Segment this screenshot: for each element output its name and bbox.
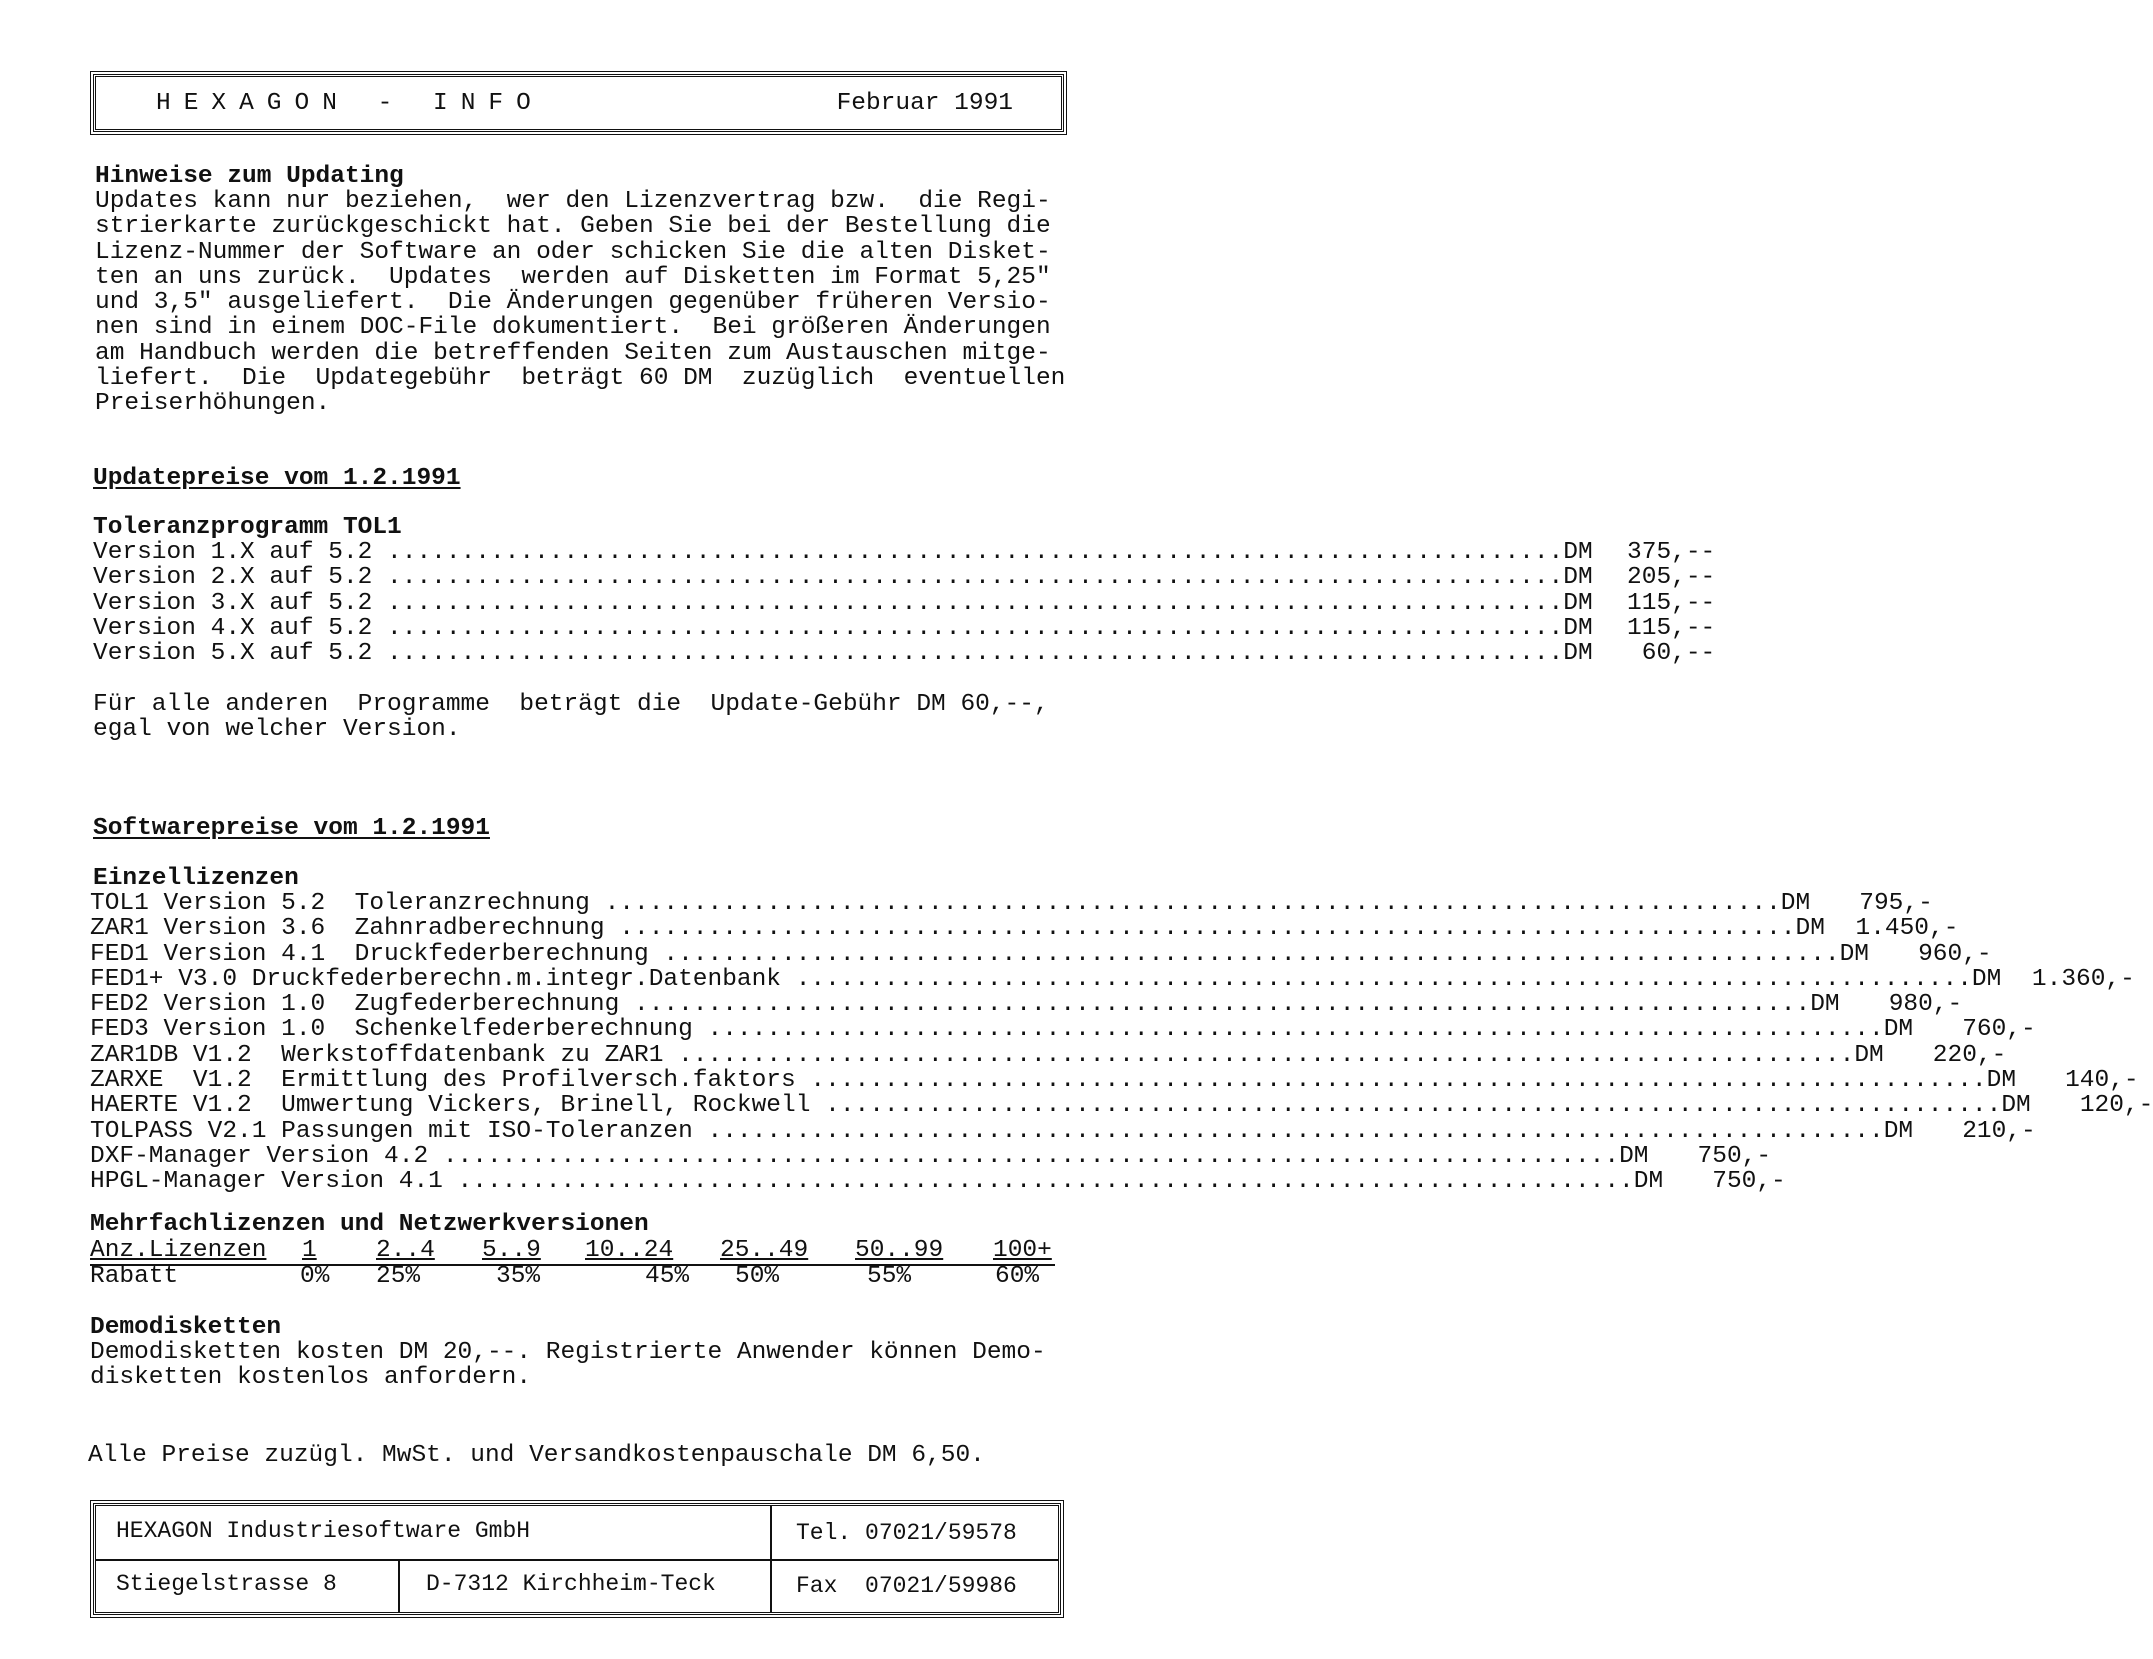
- price-row: [90, 915, 1959, 943]
- price: 205,--: [1627, 564, 1716, 592]
- footer-divider: [770, 1506, 772, 1612]
- currency: DM: [1810, 991, 1840, 1019]
- discount-cell: 60%: [995, 1263, 1040, 1290]
- software-price-list: [90, 890, 2153, 1196]
- discount-cell: 50%: [735, 1263, 780, 1290]
- discount-cell: 0%: [300, 1263, 330, 1290]
- dot-leader: ................................................................................: [442, 1168, 1634, 1196]
- dot-leader: ................................................................................: [795, 1067, 1987, 1095]
- price-row: [90, 1117, 2036, 1145]
- text-line: Demodisketten kosten DM 20,--. Registrierte Anwender können Demo-: [90, 1339, 1046, 1366]
- dot-leader: ................................................................................: [589, 890, 1781, 917]
- discount-header-cell: 100+: [993, 1237, 1052, 1264]
- product-label: ZARXE V1.2 Ermittlung des Profilversch.faktors: [90, 1067, 796, 1095]
- single-license-heading: Einzellizenzen: [93, 865, 299, 892]
- price: 1.360,-: [2031, 965, 2135, 993]
- dot-leader: ................................................................................: [372, 564, 1564, 592]
- price-row: [90, 890, 1933, 917]
- price: 1.450,-: [1855, 915, 1959, 943]
- company-name: HEXAGON Industriesoftware GmbH: [116, 1518, 531, 1544]
- price: 750,-: [1712, 1168, 1786, 1196]
- currency: DM: [1563, 539, 1593, 566]
- currency: DM: [1619, 1142, 1649, 1170]
- currency: DM: [1563, 564, 1593, 592]
- price-row: [90, 1168, 1786, 1196]
- price-row: [90, 1142, 1772, 1170]
- text-line: strierkarte zurückgeschickt hat. Geben Sie bei der Bestellung die: [95, 213, 1051, 241]
- updating-paragraph: [95, 189, 1065, 417]
- updateprices-heading: Updatepreise vom 1.2.1991: [93, 465, 461, 492]
- discount-cell: Rabatt: [90, 1263, 179, 1290]
- currency: DM: [1633, 1168, 1664, 1196]
- product-label: DXF-Manager Version 4.2: [90, 1142, 429, 1170]
- price: 750,-: [1697, 1142, 1772, 1170]
- text-line: ten an uns zurück. Updates werden auf Disketten im Format 5,25": [95, 263, 1051, 291]
- discount-header-cell: 50..99: [855, 1237, 944, 1264]
- currency: DM: [1854, 1041, 1884, 1069]
- price-row: [93, 589, 1716, 617]
- dot-leader: ................................................................................: [428, 1142, 1620, 1170]
- price-row: [90, 1067, 2139, 1095]
- price: 220,-: [1932, 1041, 2007, 1069]
- text-line: Updates kann nur beziehen, wer den Lizenzvertrag bzw. die Regi-: [95, 188, 1051, 215]
- text-line: liefert. Die Updategebühr beträgt 60 DM zuzüglich eventuellen: [95, 365, 1066, 393]
- price-row: [90, 940, 1992, 968]
- currency: DM: [1563, 589, 1593, 617]
- currency: DM: [1883, 1016, 1914, 1044]
- price-row: [93, 640, 1716, 668]
- product-label: TOL1 Version 5.2 Toleranzrechnung: [90, 890, 590, 917]
- currency: DM: [1563, 640, 1593, 668]
- product-label: Version 1.X auf 5.2: [93, 539, 373, 566]
- dot-leader: ................................................................................: [372, 539, 1564, 566]
- currency: DM: [1839, 940, 1870, 968]
- dot-leader: ................................................................................: [372, 614, 1564, 642]
- discount-cell: 35%: [496, 1263, 541, 1290]
- discount-header-row: [90, 1238, 1055, 1266]
- tol-heading: Toleranzprogramm TOL1: [93, 514, 402, 541]
- discount-header-cell: 1: [302, 1237, 317, 1264]
- price: 115,--: [1627, 589, 1716, 617]
- product-label: Version 2.X auf 5.2: [93, 564, 373, 592]
- price: 960,-: [1918, 940, 1992, 968]
- footer-divider: [398, 1559, 400, 1612]
- street-address: Stiegelstrasse 8: [116, 1571, 337, 1597]
- currency: DM: [1563, 614, 1593, 642]
- product-label: HAERTE V1.2 Umwertung Vickers, Brinell, Rockwell: [90, 1092, 811, 1120]
- demo-paragraph: [90, 1340, 1046, 1391]
- price: 140,-: [2065, 1067, 2139, 1095]
- newsletter-header-box: [93, 74, 1064, 132]
- dot-leader: ................................................................................: [648, 940, 1840, 968]
- demo-heading: Demodisketten: [90, 1314, 282, 1341]
- currency: DM: [1883, 1117, 1914, 1145]
- price-row: [93, 539, 1716, 566]
- text-line: Preiserhöhungen.: [95, 390, 331, 418]
- price-row: [90, 1092, 2153, 1120]
- dot-leader: ................................................................................: [663, 1041, 1855, 1069]
- price: 115,--: [1627, 614, 1716, 642]
- discount-header-cell: 25..49: [720, 1237, 809, 1264]
- company-address-box: [93, 1503, 1061, 1615]
- price-row: [90, 965, 2135, 993]
- text-line: disketten kostenlos anfordern.: [90, 1364, 532, 1392]
- newsletter-date: Februar 1991: [836, 90, 1013, 117]
- discount-cell: 45%: [645, 1263, 690, 1290]
- text-line: und 3,5" ausgeliefert. Die Änderungen gegenüber früheren Versio-: [95, 289, 1051, 317]
- dot-leader: ................................................................................: [692, 1117, 1884, 1145]
- price: 210,-: [1962, 1117, 2036, 1145]
- currency: DM: [1795, 915, 1825, 943]
- dot-leader: ................................................................................: [372, 589, 1564, 617]
- update-fee-note: [93, 692, 1049, 743]
- product-label: Version 3.X auf 5.2: [93, 589, 373, 617]
- text-line: nen sind in einem DOC-File dokumentiert. Bei größeren Änderungen: [95, 314, 1051, 342]
- update-price-list: [93, 539, 1716, 668]
- vat-note: Alle Preise zuzügl. MwSt. und Versandkostenpauschale DM 6,50.: [88, 1442, 985, 1469]
- discount-header-cell: 5..9: [482, 1237, 541, 1264]
- updating-heading: Hinweise zum Updating: [95, 163, 404, 190]
- dot-leader: ................................................................................: [692, 1016, 1884, 1044]
- dot-leader: ................................................................................: [604, 915, 1796, 943]
- discount-cell: 55%: [867, 1263, 912, 1290]
- discount-header-cell: Anz.Lizenzen: [90, 1237, 267, 1264]
- price: 60,--: [1641, 640, 1716, 668]
- product-label: TOLPASS V2.1 Passungen mit ISO-Toleranzen: [90, 1117, 693, 1145]
- price-row: [93, 614, 1716, 642]
- product-label: Version 5.X auf 5.2: [93, 640, 373, 668]
- multi-license-heading: Mehrfachlizenzen und Netzwerkversionen: [90, 1211, 649, 1238]
- phone-number: Tel. 07021/59578: [796, 1520, 1017, 1546]
- currency: DM: [1986, 1067, 2017, 1095]
- footer-divider: [96, 1559, 1058, 1561]
- dot-leader: ................................................................................: [619, 991, 1811, 1019]
- currency: DM: [2001, 1092, 2031, 1120]
- newsletter-title: HEXAGON - INFO: [156, 90, 544, 117]
- discount-value-row: [90, 1264, 1055, 1290]
- discount-header-cell: 10..24: [585, 1237, 674, 1264]
- discount-header-cell: 2..4: [376, 1237, 435, 1264]
- price-row: [90, 1016, 2036, 1044]
- price: 795,-: [1859, 890, 1933, 917]
- price: 375,--: [1627, 539, 1716, 566]
- softwareprices-heading: Softwarepreise vom 1.2.1991: [93, 815, 490, 842]
- text-line: Lizenz-Nummer der Software an oder schicken Sie die alten Disket-: [95, 238, 1051, 266]
- product-label: Version 4.X auf 5.2: [93, 614, 373, 642]
- currency: DM: [1971, 965, 2002, 993]
- text-line: am Handbuch werden die betreffenden Seiten zum Austauschen mitge-: [95, 339, 1051, 367]
- price: 760,-: [1962, 1016, 2036, 1044]
- dot-leader: ................................................................................: [372, 640, 1564, 668]
- price: 120,-: [2079, 1092, 2153, 1120]
- price-row: [90, 1041, 2007, 1069]
- dot-leader: ................................................................................: [810, 1092, 2002, 1120]
- discount-cell: 25%: [376, 1263, 421, 1290]
- product-label: HPGL-Manager Version 4.1: [90, 1168, 443, 1196]
- product-label: FED3 Version 1.0 Schenkelfederberechnung: [90, 1016, 693, 1044]
- currency: DM: [1780, 890, 1811, 917]
- product-label: ZAR1DB V1.2 Werkstoffdatenbank zu ZAR1: [90, 1041, 664, 1069]
- price-row: [90, 991, 1963, 1019]
- product-label: FED1+ V3.0 Druckfederberechn.m.integr.Datenbank: [90, 965, 782, 993]
- city-address: D-7312 Kirchheim-Teck: [426, 1571, 716, 1597]
- dot-leader: ................................................................................: [781, 965, 1972, 993]
- price: 980,-: [1888, 991, 1963, 1019]
- text-line: egal von welcher Version.: [93, 716, 461, 744]
- discount-table: [90, 1238, 1055, 1290]
- text-line: Für alle anderen Programme beträgt die Update-Gebühr DM 60,--,: [93, 691, 1049, 718]
- product-label: FED2 Version 1.0 Zugfederberechnung: [90, 991, 620, 1019]
- fax-number: Fax 07021/59986: [796, 1573, 1017, 1599]
- price-row: [93, 564, 1716, 592]
- product-label: ZAR1 Version 3.6 Zahnradberechnung: [90, 915, 605, 943]
- product-label: FED1 Version 4.1 Druckfederberechnung: [90, 940, 649, 968]
